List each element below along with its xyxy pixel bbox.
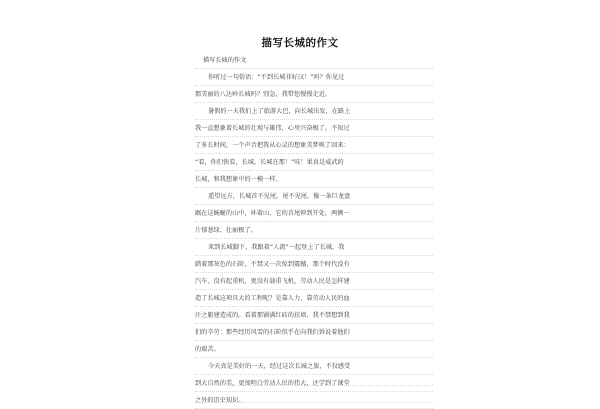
essay-body [195, 52, 433, 409]
essay-line: 我一直想象着长城的壮观与雄伟，心里兴奋极了。不知过 [195, 120, 433, 137]
essay-line: 踏着那灰色的石阶，不禁又一次惊到震撼，那个时代没有 [195, 256, 433, 273]
essay-line: 你听过一句俗语：“不到长城非好汉！”吗？你见过 [195, 69, 433, 86]
essay-line: 暑假的一天我们上了旅游大巴，向长城出发，在路上 [195, 103, 433, 120]
essay-heading-line: 描写长城的作文 [195, 52, 433, 69]
essay-line: 那美丽的八达岭长城吗？别急，我带您慢慢走近。 [195, 86, 433, 103]
document-title: 描写长城的作文 [261, 37, 339, 49]
essay-line: 汽车、没有起重机，更没有载重飞机，劳动人民是怎样建 [195, 273, 433, 290]
essay-line: 长城，和我想象中的一模一样。 [195, 171, 433, 188]
essay-line: 今天真是美好的一天，经过这次长城之旅，不仅感受 [195, 358, 433, 375]
essay-line: “看，你们快看，长城，长城在那！”哇！果真是威武的 [195, 154, 433, 171]
essay-line: 造了长城这项具大的工程呢？是靠人力，靠劳动人民的血 [195, 290, 433, 307]
blank-ruled-line [195, 369, 433, 386]
essay-line: 了多长时间，一个声音把我从心灵的想象美梦唤了回来： [195, 137, 433, 154]
essay-line: 踞在这蜿蜒的山中，环着山，它的首尾伸到开处，两侧一 [195, 205, 433, 222]
essay-line: 汗之躯建造成的。看着那铺满红砖的扶墙，我不禁想到我 [195, 307, 433, 324]
essay-line: 片郁葱绿，壮丽极了。 [195, 222, 433, 239]
essay-line: 之外的历史知识。 [195, 392, 433, 409]
essay-line: 到大自然的美，更加明白劳动人民的伟大，还学到了课堂 [195, 375, 433, 392]
essay-line: 来到长城脚下，我跟着“人流”一起登上了长城。我 [195, 239, 433, 256]
essay-line: 们的辛劳：那些经历风雪的石阶似乎在向我们诉说着他们 [195, 324, 433, 341]
essay-line: 的艰苦。 [195, 341, 433, 358]
blank-ruled-line [195, 386, 433, 403]
essay-line: 遥望远方，长城首不见尾，尾不见尾。像一条巨龙盘 [195, 188, 433, 205]
